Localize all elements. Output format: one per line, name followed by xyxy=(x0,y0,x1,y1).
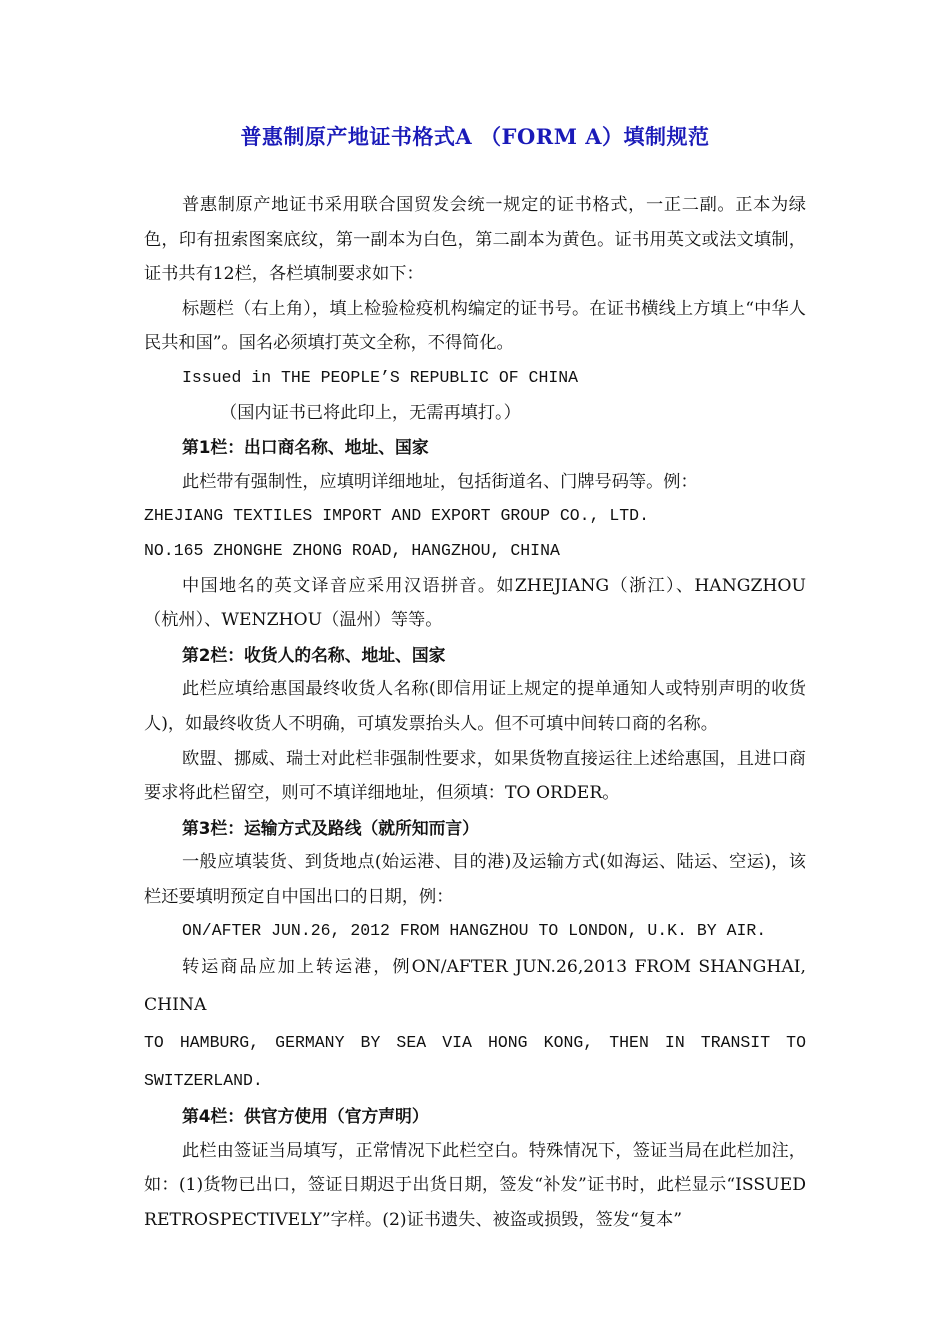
box3-transit-line-2: TO HAMBURG, GERMANY BY SEA VIA HONG KONG, THEN IN TRANSIT TO xyxy=(144,1033,806,1053)
box1-heading: 第1栏：出口商名称、地址、国家 xyxy=(182,437,429,458)
box4-heading: 第4栏：供官方使用（官方声明） xyxy=(182,1106,429,1127)
box3-example: ON/AFTER JUN.26, 2012 FROM HANGZHOU TO LONDON, U.K. BY AIR. xyxy=(182,921,767,941)
intro-paragraph: 普惠制原产地证书采用联合国贸发会统一规定的证书格式，一正二副。正本为绿色，印有扭索图案底纹，第一副本为白色，第二副本为黄色。证书用英文或法文填制，证书共有12栏，各栏填制要求如下： xyxy=(144,195,806,285)
issued-in-example: Issued in THE PEOPLE’S REPUBLIC OF CHINA xyxy=(182,367,579,387)
document-body xyxy=(144,188,806,1237)
box2-heading: 第2栏：收货人的名称、地址、国家 xyxy=(182,644,446,665)
box1-paragraph: 此栏带有强制性，应填明详细地址，包括街道名、门牌号码等。例： xyxy=(182,471,698,492)
box3-heading: 第3栏：运输方式及路线（就所知而言） xyxy=(182,817,479,838)
box1-example-line-2: NO.165 ZHONGHE ZHONG ROAD, HANGZHOU, CHINA xyxy=(144,540,560,560)
box3-transit-line-3: SWITZERLAND. xyxy=(144,1070,263,1090)
title-column-paragraph: 标题栏（右上角），填上检验检疫机构编定的证书号。在证书横线上方填上“中华人民共和国”。国名必须填打英文全称，不得简化。 xyxy=(144,298,806,354)
box3-paragraph-1: 一般应填装货、到货地点(始运港、目的港)及运输方式(如海运、陆运、空运)，该栏还要填明预定自中国出口的日期，例： xyxy=(144,852,806,907)
issued-in-note: （国内证书已将此印上，无需再填打。） xyxy=(220,402,521,423)
box1-example-line-1: ZHEJIANG TEXTILES IMPORT AND EXPORT GROUP CO., LTD. xyxy=(144,506,649,526)
box2-paragraph-1: 此栏应填给惠国最终收货人名称(即信用证上规定的提单通知人或特别声明的收货人)，如最终收货人不明确，可填发票抬头人。但不可填中间转口商的名称。 xyxy=(144,679,806,734)
box4-paragraph: 此栏由签证当局填写，正常情况下此栏空白。特殊情况下，签证当局在此栏加注，如：(1)货物已出口，签证日期迟于出货日期，签发“补发”证书时，此栏显示“ISSUED RETROSPECTIVELY”字样。(2)证书遗失、被盗或损毁，签发“复本” xyxy=(144,1140,806,1230)
document-title: 普惠制原产地证书格式A （FORM A）填制规范 xyxy=(240,124,710,149)
box3-transit-line-1: 转运商品应加上转运港，例ON/AFTER JUN.26,2013 FROM SHANGHAI, CHINA xyxy=(144,957,806,1015)
box2-paragraph-2: 欧盟、挪威、瑞士对此栏非强制性要求，如果货物直接运往上述给惠国，且进口商要求将此栏留空，则可不填详细地址，但须填：TO ORDER。 xyxy=(144,748,806,804)
box1-pinyin-paragraph: 中国地名的英文译音应采用汉语拼音。如ZHEJIANG（浙江）、HANGZHOU（杭州）、WENZHOU（温州）等等。 xyxy=(144,575,806,631)
